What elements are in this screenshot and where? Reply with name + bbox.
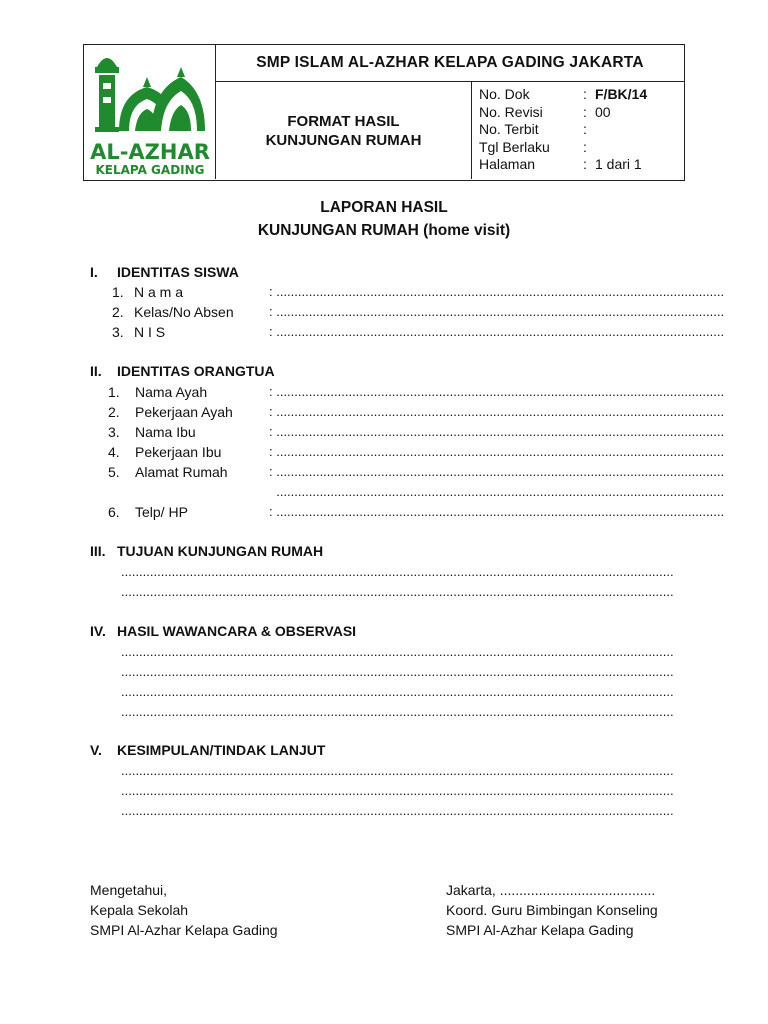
logo-cell <box>84 45 216 179</box>
report-title-line2: KUNJUNGAN RUMAH (home visit) <box>257 222 511 239</box>
signature-left: Mengetahui, Kepala Sekolah SMPI Al-Azhar Kelapa Gading <box>90 882 278 938</box>
section-tujuan: III. TUJUAN KUNJUNGAN RUMAH <box>90 543 324 559</box>
section-identitas-siswa: I. IDENTITAS SISWA <box>90 264 239 280</box>
fill-line[interactable]: ......................................................................................................................................................... <box>121 763 674 778</box>
fill-line[interactable]: : ............................................................................................................................ <box>269 404 725 419</box>
fill-line[interactable]: ......................................................................................................................................................... <box>121 803 674 818</box>
logo-text-main: AL-AZHAR <box>90 140 210 164</box>
meta-row-tgl-berlaku: Tgl Berlaku : <box>479 138 587 155</box>
fill-line[interactable]: ......................................................................................................................................................... <box>121 584 674 599</box>
section-kesimpulan: V. KESIMPULAN/TINDAK LANJUT <box>90 742 326 758</box>
fill-line[interactable]: : ............................................................................................................................ <box>269 304 725 319</box>
fill-line[interactable]: : ............................................................................................................................ <box>269 284 725 299</box>
meta-row-no-terbit: No. Terbit : <box>479 121 587 137</box>
fill-line[interactable]: ............................................................................................................................ <box>269 484 725 499</box>
fill-line[interactable]: ......................................................................................................................................................... <box>121 564 674 579</box>
fill-line[interactable]: ......................................................................................................................................................... <box>121 704 674 719</box>
fill-line[interactable]: ......................................................................................................................................................... <box>121 664 674 679</box>
fill-line[interactable]: ......................................................................................................................................................... <box>121 783 674 798</box>
form-title-line2: KUNJUNGAN RUMAH <box>265 131 422 149</box>
meta-row-no-revisi: No. Revisi : 00 <box>479 103 611 120</box>
section-hasil-wawancara: IV. HASIL WAWANCARA & OBSERVASI <box>90 623 357 639</box>
section-identitas-orangtua: II. IDENTITAS ORANGTUA <box>90 363 275 379</box>
al-azhar-logo <box>89 47 211 177</box>
logo-text-sub: KELAPA GADING <box>95 163 205 177</box>
form-title-line1: FORMAT HASIL <box>287 112 400 130</box>
fill-line[interactable]: : ............................................................................................................................ <box>269 464 725 479</box>
school-name: SMP ISLAM AL-AZHAR KELAPA GADING JAKARTA <box>216 45 684 82</box>
fill-line[interactable]: : ............................................................................................................................ <box>269 324 725 339</box>
document-header <box>83 44 685 181</box>
fill-line[interactable]: : ............................................................................................................................ <box>269 424 725 439</box>
meta-row-halaman: Halaman : 1 dari 1 <box>479 156 642 172</box>
fill-line[interactable]: ......................................................................................................................................................... <box>121 684 674 699</box>
fill-line[interactable]: : ............................................................................................................................ <box>269 504 725 519</box>
fill-line[interactable]: ......................................................................................................................................................... <box>121 644 674 659</box>
form-title <box>216 82 472 179</box>
meta-row-no-dok: No. Dok : F/BK/14 <box>479 86 648 102</box>
signature-right: Jakarta, ........................................ Koord. Guru Bimbingan Konseling SMPI Al-Azhar Kelapa Gading <box>446 882 658 938</box>
fill-line[interactable]: : ............................................................................................................................ <box>269 384 725 399</box>
report-title-line1: LAPORAN HASIL <box>320 199 448 216</box>
document-meta <box>479 86 679 174</box>
fill-line[interactable]: : ............................................................................................................................ <box>269 444 725 459</box>
